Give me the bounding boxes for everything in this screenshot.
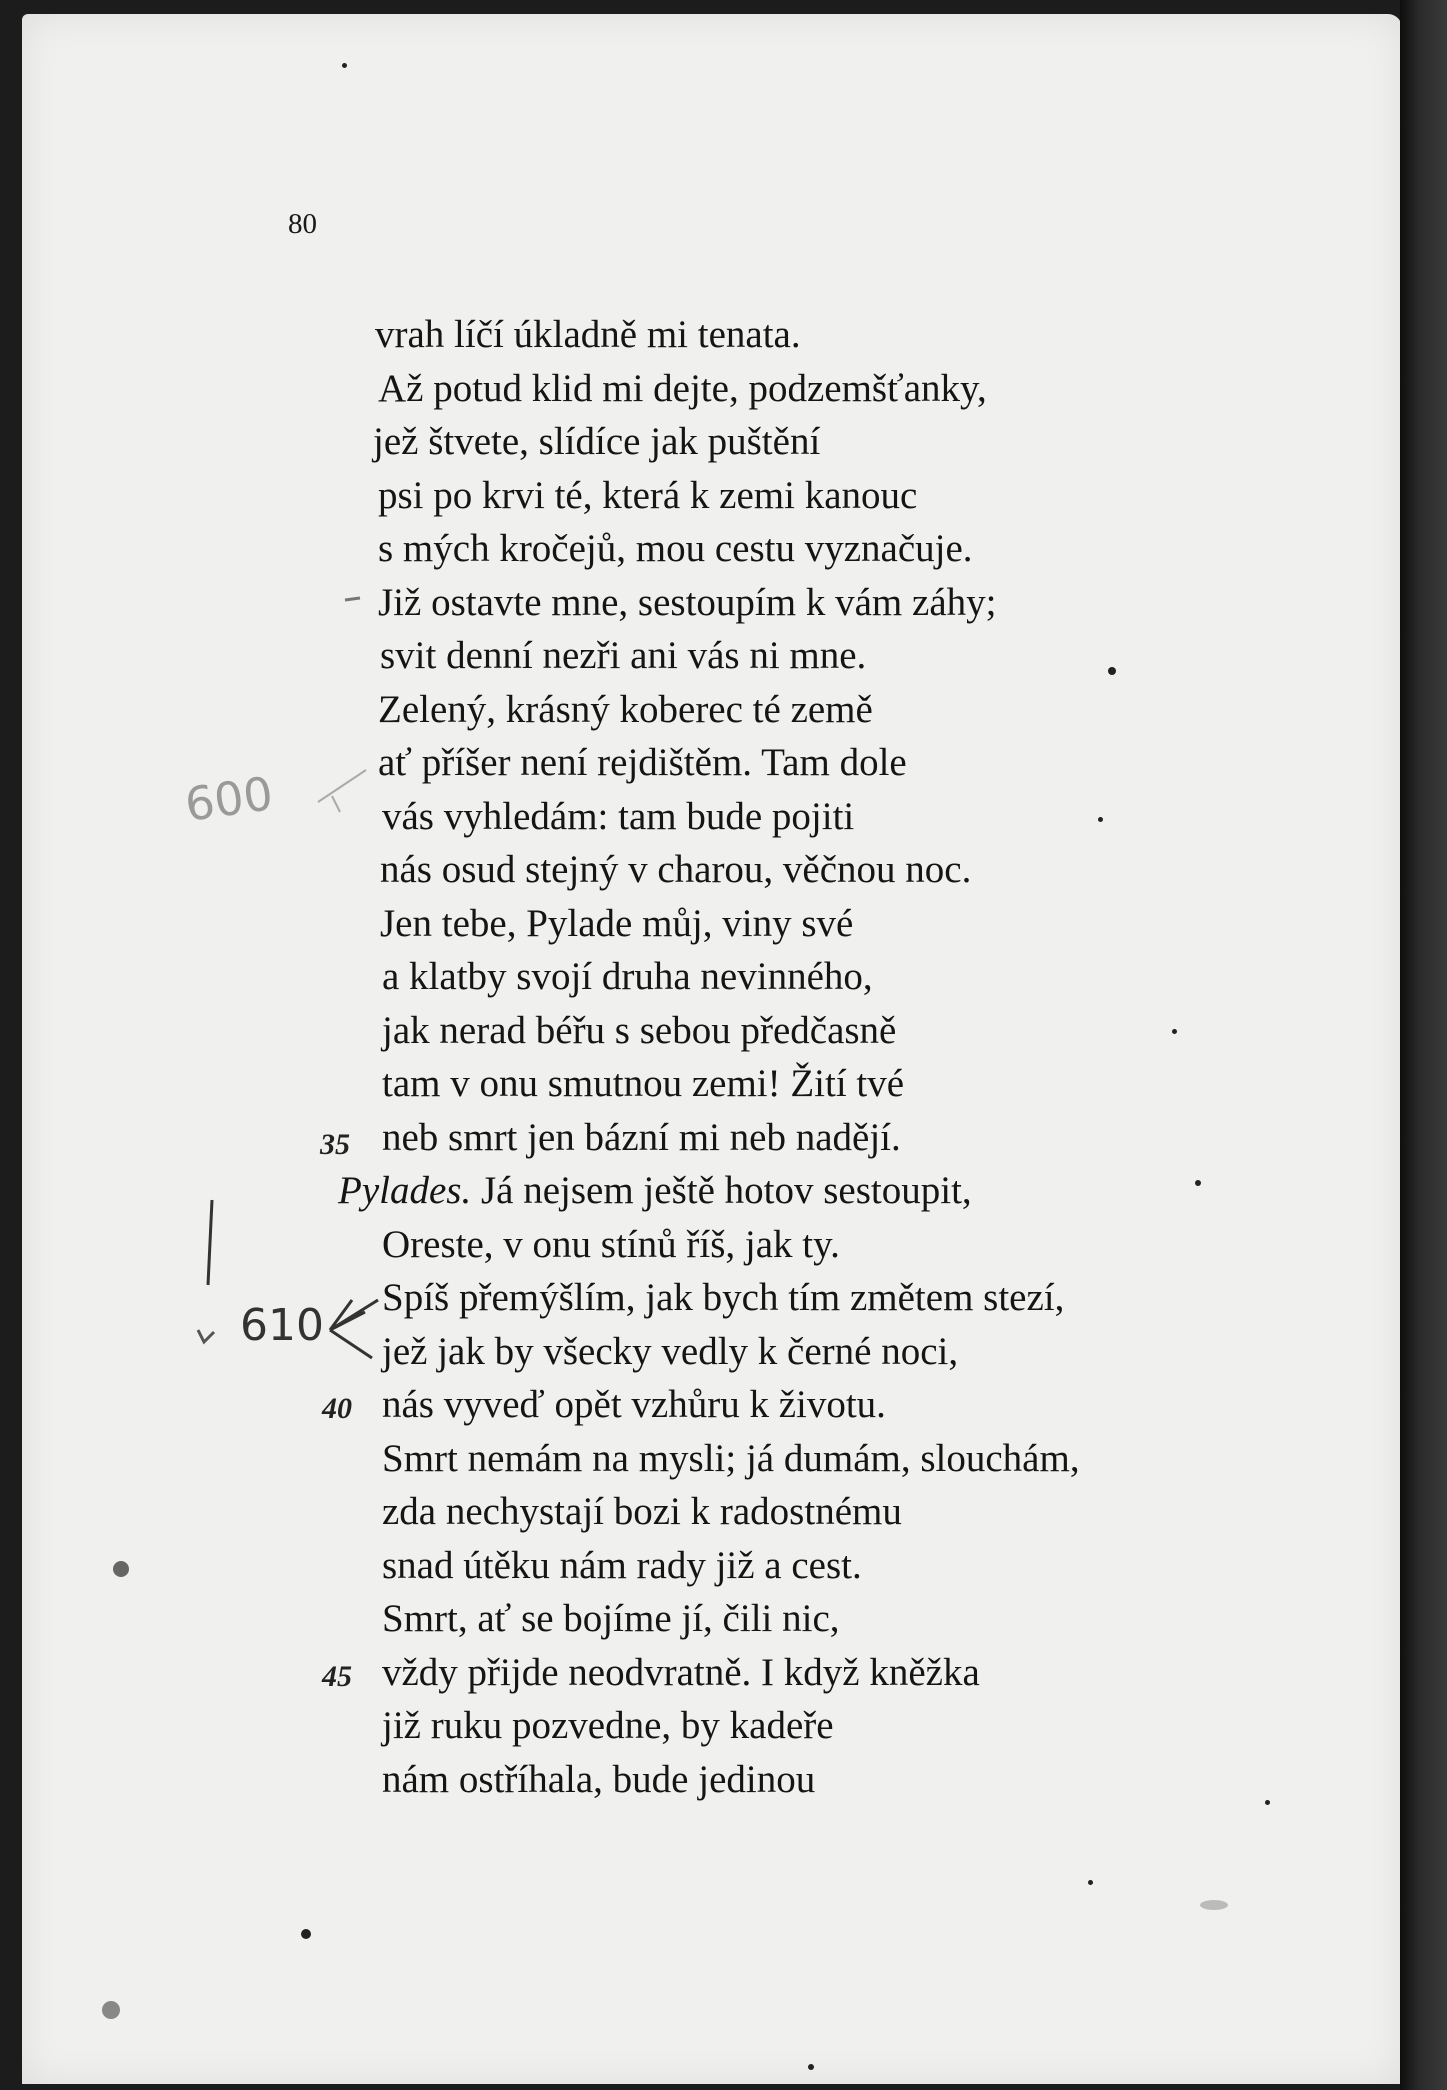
handwritten-note-600: 600 [181,766,277,832]
pencil-tick [345,598,360,600]
verse-line-text: Smrt nemám na mysli; já dumám, slouchám, [382,1437,1080,1480]
verse-line-text: s mých kročejů, mou cestu vyznačuje. [378,527,973,570]
verse-line-text: tam v onu smutnou zemi! Žití tvé [382,1062,905,1105]
line-number-35: 35 [320,1128,350,1161]
verse-line-text: zda nechystají bozi k radostnému [382,1490,902,1533]
verse-line-text: jež jak by všecky vedly k černé noci, [382,1330,959,1373]
speck [1195,1180,1201,1186]
verse-line-text: Již ostavte mne, sestoupím k vám záhy; [378,581,997,624]
speck [1098,817,1103,822]
speck [342,63,347,68]
verse-line-text: nám ostříhala, bude jedinou [382,1758,816,1801]
verse-line-text: vrah líčí úkladně mi tenata. [375,313,801,356]
line-number-45: 45 [322,1660,352,1693]
speaker-name: Pylades. [338,1169,472,1212]
verse-line-text: snad útěku nám rady již a cest. [382,1544,862,1587]
verse-line-text: a klatby svojí druha nevinného, [382,955,873,998]
handwritten-note-610: 610 [240,1300,324,1351]
verse-line-text: Smrt, ať se bojíme jí, čili nic, [382,1597,840,1640]
speck [1108,667,1116,675]
verse-line-text: Oreste, v onu stínů říš, jak ty. [382,1223,840,1266]
speck [1200,1900,1228,1910]
faint-pencil-mark [318,770,366,812]
speck [1088,1880,1093,1885]
verse-line-text: neb smrt jen bázní mi neb nadějí. [382,1116,901,1159]
verse-line-text: Spíš přemýšlím, jak bych tím změtem stezí, [382,1276,1065,1319]
speck [102,2001,120,2019]
pencil-margin-line [208,1200,212,1285]
line-number-40: 40 [322,1392,352,1425]
verse-line-text: vás vyhledám: tam bude pojiti [382,795,855,838]
verse-line-text: nás vyveď opět vzhůru k životu. [382,1383,886,1426]
verse-line-text: Já nejsem ještě hotov sestoupit, [480,1169,972,1212]
verse-line-text: jak nerad béřu s sebou předčasně [382,1009,897,1052]
verse-line-text: Jen tebe, Pylade můj, viny své [380,902,854,945]
verse-line-text: nás osud stejný v charou, věčnou noc. [380,848,972,891]
verse-line-text: jež štvete, slídíce jak puštění [373,420,821,463]
verse-line-text: svit denní nezři ani vás ni mne. [380,634,867,677]
verse-line-text: Až potud klid mi dejte, podzemšťanky, [378,367,987,410]
speck [1172,1029,1177,1034]
speck [808,2064,814,2070]
pencil-hook [198,1330,214,1342]
speck [301,1929,311,1939]
page-number: 80 [288,208,317,240]
verse-line-text: již ruku pozvedne, by kadeře [382,1704,834,1747]
verse-line-text: psi po krvi té, která k zemi kanouc [378,474,918,517]
pencil-arrow [330,1300,378,1358]
speck [1265,1800,1270,1805]
verse-line-text: Zelený, krásný koberec té země [378,688,873,731]
speck [113,1561,129,1577]
verse-line-text: ať příšer není rejdištěm. Tam dole [378,741,907,784]
verse-line-text: vždy přijde neodvratně. I když kněžka [382,1651,980,1694]
